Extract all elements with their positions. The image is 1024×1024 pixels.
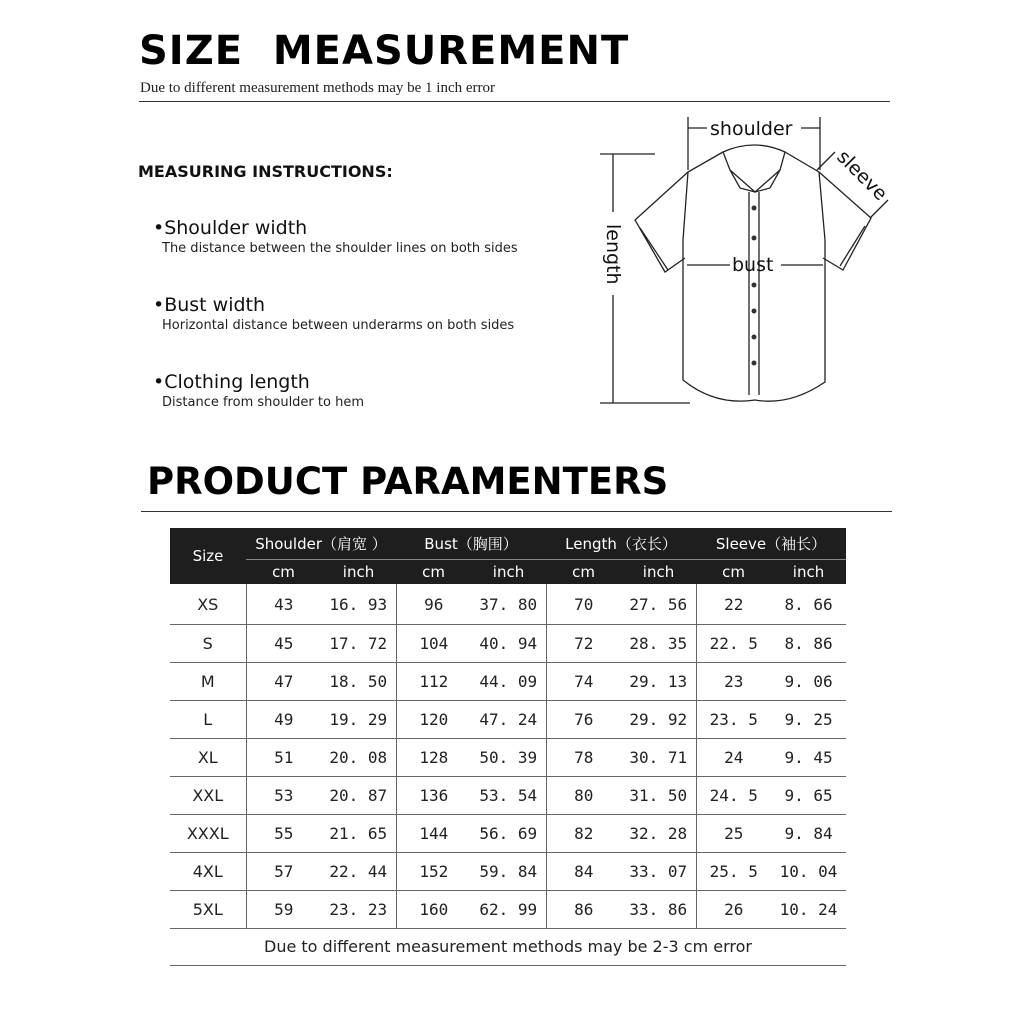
measure-cell: 23. 5 bbox=[696, 701, 771, 739]
size-cell: L bbox=[170, 701, 246, 739]
measure-cell: 82 bbox=[546, 815, 621, 853]
measure-cell: 50. 39 bbox=[471, 739, 546, 777]
shoulder-label: shoulder bbox=[710, 118, 793, 140]
header-shoulder: Shoulder（肩宽 ） bbox=[246, 528, 396, 560]
measure-cell: 10. 04 bbox=[771, 853, 846, 891]
measure-cell: 18. 50 bbox=[321, 663, 396, 701]
measure-cell: 26 bbox=[696, 891, 771, 929]
measure-cell: 78 bbox=[546, 739, 621, 777]
measure-cell: 136 bbox=[396, 777, 471, 815]
size-cell: M bbox=[170, 663, 246, 701]
measure-cell: 17. 72 bbox=[321, 625, 396, 663]
measure-cell: 8. 86 bbox=[771, 625, 846, 663]
header-inch: inch bbox=[771, 560, 846, 585]
table-row bbox=[170, 853, 846, 891]
measure-cell: 40. 94 bbox=[471, 625, 546, 663]
instruction-head: •Clothing length bbox=[153, 371, 310, 393]
measure-cell: 21. 65 bbox=[321, 815, 396, 853]
measure-cell: 84 bbox=[546, 853, 621, 891]
instruction-head: •Shoulder width bbox=[153, 217, 308, 239]
measure-cell: 51 bbox=[246, 739, 321, 777]
measure-cell: 112 bbox=[396, 663, 471, 701]
measure-cell: 20. 87 bbox=[321, 777, 396, 815]
measure-cell: 28. 35 bbox=[621, 625, 696, 663]
header-size: Size bbox=[170, 528, 246, 584]
measure-cell: 37. 80 bbox=[471, 584, 546, 625]
header-cm: cm bbox=[396, 560, 471, 585]
table-row bbox=[170, 584, 846, 625]
measure-cell: 62. 99 bbox=[471, 891, 546, 929]
instruction-length bbox=[153, 371, 364, 410]
measure-cell: 30. 71 bbox=[621, 739, 696, 777]
size-cell: 5XL bbox=[170, 891, 246, 929]
size-cell: S bbox=[170, 625, 246, 663]
measure-cell: 49 bbox=[246, 701, 321, 739]
measure-cell: 24. 5 bbox=[696, 777, 771, 815]
measure-cell: 23 bbox=[696, 663, 771, 701]
measure-cell: 10. 24 bbox=[771, 891, 846, 929]
measure-cell: 9. 06 bbox=[771, 663, 846, 701]
measure-cell: 104 bbox=[396, 625, 471, 663]
measure-cell: 9. 45 bbox=[771, 739, 846, 777]
measure-cell: 144 bbox=[396, 815, 471, 853]
table-footnote: Due to different measurement methods may be 2-3 cm error bbox=[170, 929, 846, 966]
measure-cell: 128 bbox=[396, 739, 471, 777]
header-inch: inch bbox=[471, 560, 546, 585]
measure-cell: 72 bbox=[546, 625, 621, 663]
measure-cell: 76 bbox=[546, 701, 621, 739]
measure-cell: 56. 69 bbox=[471, 815, 546, 853]
measure-cell: 47 bbox=[246, 663, 321, 701]
table-row bbox=[170, 891, 846, 929]
measure-cell: 25. 5 bbox=[696, 853, 771, 891]
measure-cell: 59 bbox=[246, 891, 321, 929]
size-cell: 4XL bbox=[170, 853, 246, 891]
measure-cell: 53. 54 bbox=[471, 777, 546, 815]
instruction-head: •Bust width bbox=[153, 294, 266, 316]
measure-cell: 70 bbox=[546, 584, 621, 625]
measure-cell: 22. 44 bbox=[321, 853, 396, 891]
header-cm: cm bbox=[696, 560, 771, 585]
measure-cell: 9. 25 bbox=[771, 701, 846, 739]
measure-cell: 96 bbox=[396, 584, 471, 625]
measure-cell: 53 bbox=[246, 777, 321, 815]
section-title: PRODUCT PARAMENTERS bbox=[147, 460, 669, 503]
measure-cell: 80 bbox=[546, 777, 621, 815]
table-row bbox=[170, 663, 846, 701]
table-row bbox=[170, 625, 846, 663]
header-length: Length（衣长） bbox=[546, 528, 696, 560]
measure-cell: 45 bbox=[246, 625, 321, 663]
measure-cell: 9. 84 bbox=[771, 815, 846, 853]
shirt-diagram bbox=[595, 110, 895, 410]
measure-cell: 43 bbox=[246, 584, 321, 625]
measure-cell: 86 bbox=[546, 891, 621, 929]
measure-cell: 19. 29 bbox=[321, 701, 396, 739]
table-row bbox=[170, 777, 846, 815]
table-row bbox=[170, 739, 846, 777]
divider bbox=[139, 101, 890, 102]
measure-cell: 16. 93 bbox=[321, 584, 396, 625]
measure-cell: 23. 23 bbox=[321, 891, 396, 929]
measure-cell: 27. 56 bbox=[621, 584, 696, 625]
header-inch: inch bbox=[621, 560, 696, 585]
instructions-title: MEASURING INSTRUCTIONS: bbox=[138, 162, 393, 181]
measure-cell: 33. 86 bbox=[621, 891, 696, 929]
measure-cell: 57 bbox=[246, 853, 321, 891]
divider bbox=[141, 511, 892, 512]
header-inch: inch bbox=[321, 560, 396, 585]
instruction-bust bbox=[153, 294, 514, 333]
measure-cell: 59. 84 bbox=[471, 853, 546, 891]
page-subtitle: Due to different measurement methods may be 1 inch error bbox=[140, 80, 496, 96]
measure-cell: 22. 5 bbox=[696, 625, 771, 663]
page-title: SIZE MEASUREMENT bbox=[139, 28, 630, 74]
measure-cell: 25 bbox=[696, 815, 771, 853]
measure-cell: 160 bbox=[396, 891, 471, 929]
measure-cell: 8. 66 bbox=[771, 584, 846, 625]
measure-cell: 9. 65 bbox=[771, 777, 846, 815]
size-cell: XXXL bbox=[170, 815, 246, 853]
measure-cell: 24 bbox=[696, 739, 771, 777]
table-row bbox=[170, 815, 846, 853]
header-bust: Bust（胸围） bbox=[396, 528, 546, 560]
header-cm: cm bbox=[246, 560, 321, 585]
instruction-shoulder bbox=[153, 217, 518, 256]
measure-cell: 152 bbox=[396, 853, 471, 891]
size-table bbox=[170, 528, 846, 966]
measure-cell: 55 bbox=[246, 815, 321, 853]
table-row bbox=[170, 701, 846, 739]
measure-cell: 20. 08 bbox=[321, 739, 396, 777]
header-sleeve: Sleeve（袖长） bbox=[696, 528, 846, 560]
measure-cell: 32. 28 bbox=[621, 815, 696, 853]
instruction-desc: The distance between the shoulder lines on both sides bbox=[162, 241, 518, 256]
measure-cell: 74 bbox=[546, 663, 621, 701]
size-cell: XXL bbox=[170, 777, 246, 815]
length-label: length bbox=[602, 224, 624, 285]
bust-label: bust bbox=[732, 254, 774, 276]
measure-cell: 47. 24 bbox=[471, 701, 546, 739]
measure-cell: 29. 92 bbox=[621, 701, 696, 739]
instruction-desc: Horizontal distance between underarms on both sides bbox=[162, 318, 515, 333]
measure-cell: 29. 13 bbox=[621, 663, 696, 701]
sleeve-label: sleeve bbox=[832, 145, 892, 206]
measure-cell: 22 bbox=[696, 584, 771, 625]
measure-cell: 33. 07 bbox=[621, 853, 696, 891]
size-cell: XS bbox=[170, 584, 246, 625]
instruction-desc: Distance from shoulder to hem bbox=[162, 395, 364, 410]
header-cm: cm bbox=[546, 560, 621, 585]
size-cell: XL bbox=[170, 739, 246, 777]
measure-cell: 44. 09 bbox=[471, 663, 546, 701]
measure-cell: 120 bbox=[396, 701, 471, 739]
measure-cell: 31. 50 bbox=[621, 777, 696, 815]
